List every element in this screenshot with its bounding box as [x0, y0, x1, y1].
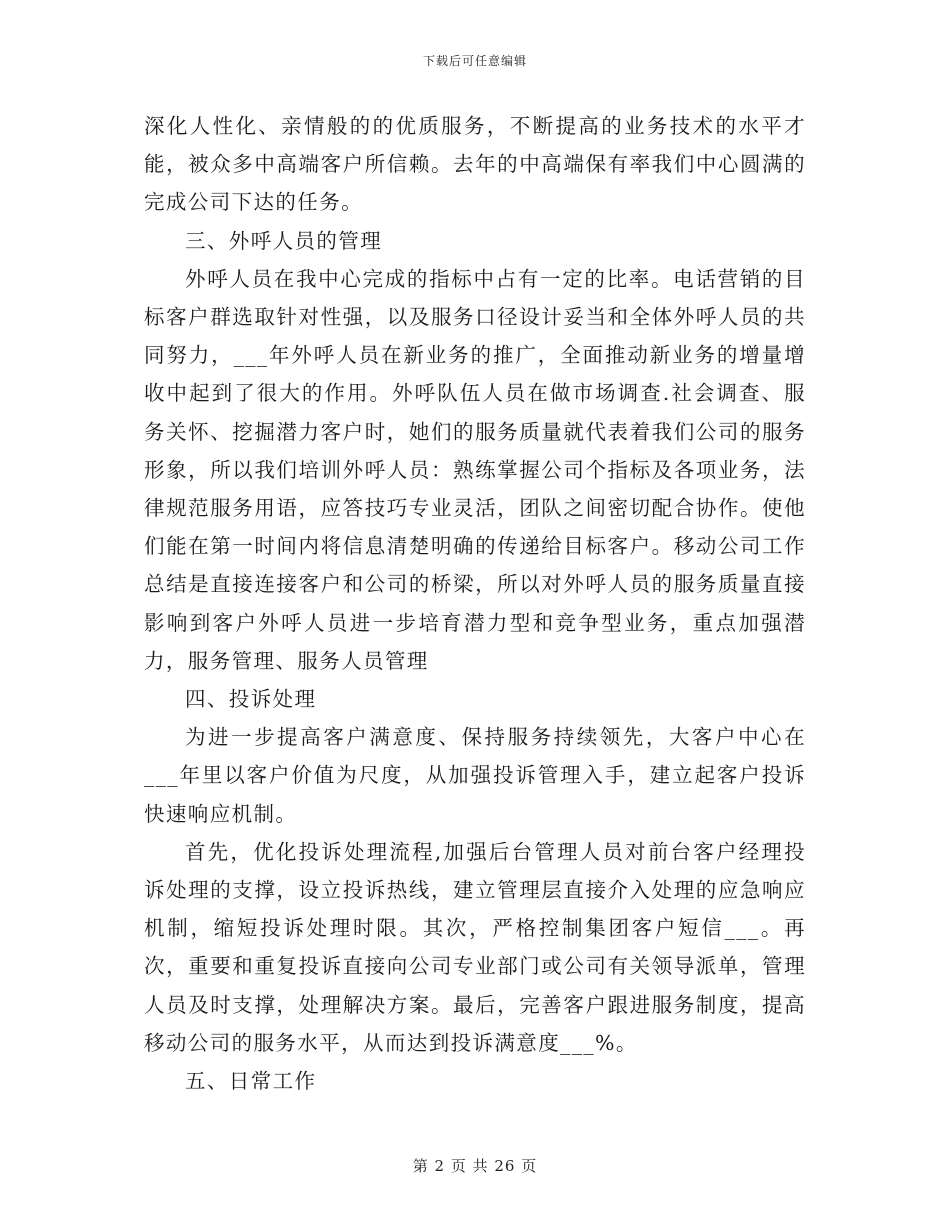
- section-heading-outbound-staff: 三、外呼人员的管理: [185, 228, 383, 253]
- paragraph-complaints-intro: 为进一步提高客户满意度、保持服务持续领先，大客户中心在___年里以客户价值为尺度，从加强投诉管理入手，建立起客户投诉快速响应机制。: [144, 725, 806, 826]
- paragraph-outbound-staff: 外呼人员在我中心完成的指标中占有一定的比率。电话营销的目标客户群选取针对性强，以及服务口径设计妥当和全体外呼人员的共同努力，___年外呼人员在新业务的推广，全面推动新业务的增量增收中起到了很大的作用。外呼队伍人员在做市场调查.社会调查、服务关怀、挖掘潜力客户时，她们的服务质量就代表着我们公司的服务形象，所以我们培训外呼人员：熟练掌握公司个指标及各项业务，法律规范服务用语，应答技巧专业灵活，团队之间密切配合协作。使他们能在第一时间内将信息清楚明确的传递给目标客户。移动公司工作总结是直接连接客户和公司的桥梁，所以对外呼人员的服务质量直接影响到客户外呼人员进一步培育潜力型和竞争型业务，重点加强潜力，服务管理、服务人员管理: [144, 266, 806, 673]
- document-body: [144, 107, 806, 1100]
- page-header: 下载后可任意编辑: [422, 54, 527, 68]
- paragraph-complaints-measures: 首先，优化投诉处理流程,加强后台管理人员对前台客户经理投诉处理的支撑，设立投诉热线，建立管理层直接介入处理的应急响应机制，缩短投诉处理时限。其次，严格控制集团客户短信___。再次，重要和重复投诉直接向公司专业部门或公司有关领导派单，管理人员及时支撑，处理解决方案。最后，完善客户跟进服务制度，提高移动公司的服务水平，从而达到投诉满意度___%。: [144, 839, 806, 1055]
- page-footer: 第 2 页 共 26 页: [412, 1157, 538, 1175]
- section-heading-daily-work: 五、日常工作: [185, 1069, 317, 1094]
- paragraph-service-continuation: 深化人性化、亲情般的的优质服务，不断提高的业务技术的水平才能，被众多中高端客户所信赖。去年的中高端保有率我们中心圆满的完成公司下达的任务。: [144, 114, 806, 215]
- section-heading-complaints: 四、投诉处理: [185, 687, 317, 712]
